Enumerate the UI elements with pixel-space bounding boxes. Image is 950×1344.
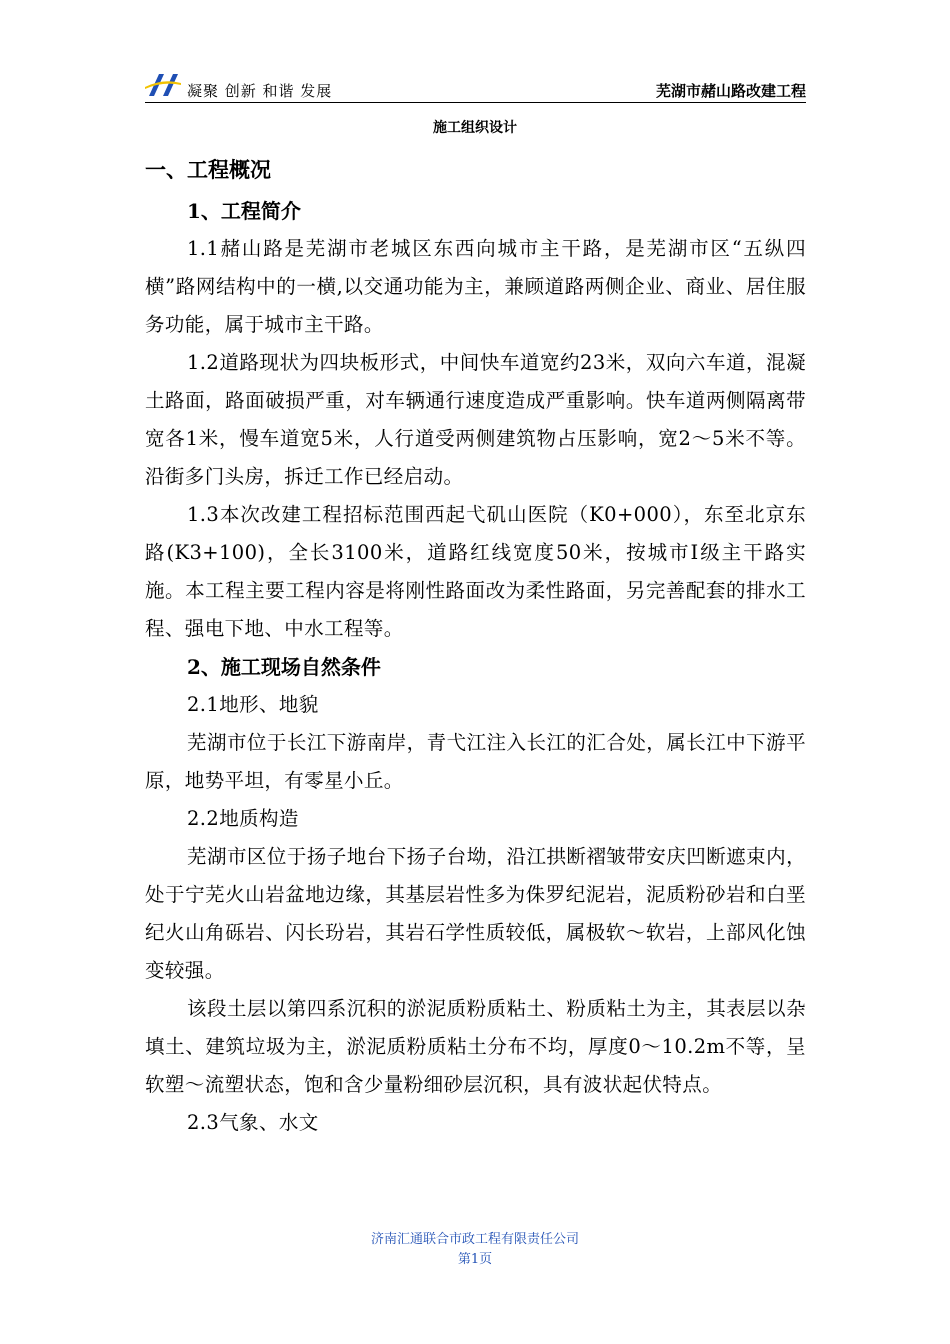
paragraph-terrain: 芜湖市位于长江下游南岸，青弋江注入长江的汇合处，属长江中下游平原，地势平坦，有零星小丘。 — [145, 731, 806, 792]
document-title: 施工组织设计 — [433, 120, 517, 136]
header-project-name: 芜湖市赭山路改建工程 — [655, 82, 806, 100]
document-body — [145, 148, 806, 1142]
footer-company: 济南汇通联合市政工程有限责任公司 — [370, 1232, 579, 1247]
heading-geology: 2.2地质构造 — [187, 807, 299, 830]
footer-page-number: 第1页 — [457, 1252, 493, 1267]
section-heading-overview: 一、工程概况 — [145, 157, 271, 182]
header-slogan: 凝聚 创新 和谐 发展 — [187, 82, 333, 100]
paragraph-geology-a: 芜湖市区位于扬子地台下扬子台坳，沿江拱断褶皱带安庆凹断遮束内，处于宁芜火山岩盆地边缘，其基层岩性多为侏罗纪泥岩，泥质粉砂岩和白垩纪火山角砾岩、闪长玢岩，其岩石学性质较低，属极软～软岩，上部风化蚀变较强。 — [145, 845, 806, 982]
paragraph-1-2: 1.2道路现状为四块板形式，中间快车道宽约23米，双向六车道，混凝土路面，路面破损严重，对车辆通行速度造成严重影响。快车道两侧隔离带宽各1米，慢车道宽5米，人行道受两侧建筑物占压影响，宽2～5米不等。沿街多门头房，拆迁工作已经启动。 — [145, 351, 806, 488]
heading-terrain: 2.1地形、地貌 — [187, 693, 319, 716]
heading-climate: 2.3气象、水文 — [187, 1111, 319, 1134]
company-logo-icon — [145, 70, 181, 98]
subsection-heading-natural-conditions: 2、施工现场自然条件 — [187, 655, 381, 679]
paragraph-geology-b: 该段土层以第四系沉积的淤泥质粉质粘土、粉质粘土为主，其表层以杂填土、建筑垃圾为主，淤泥质粉质粘土分布不均，厚度0～10.2m不等，呈软塑～流塑状态，饱和含少量粉细砂层沉积，具有波状起伏特点。 — [145, 997, 806, 1096]
paragraph-1-1: 1.1赭山路是芜湖市老城区东西向城市主干路，是芜湖市区“五纵四横”路网结构中的一横,以交通功能为主，兼顾道路两侧企业、商业、居住服务功能，属于城市主干路。 — [145, 237, 806, 336]
paragraph-1-3: 1.3本次改建工程招标范围西起弋矶山医院（K0+000），东至北京东路(K3+100)，全长3100米，道路红线宽度50米，按城市I级主干路实施。本工程主要工程内容是将刚性路面改为柔性路面，另完善配套的排水工程、强电下地、中水工程等。 — [145, 503, 806, 640]
subsection-heading-intro: 1、工程简介 — [187, 199, 301, 223]
page-header — [145, 68, 806, 103]
